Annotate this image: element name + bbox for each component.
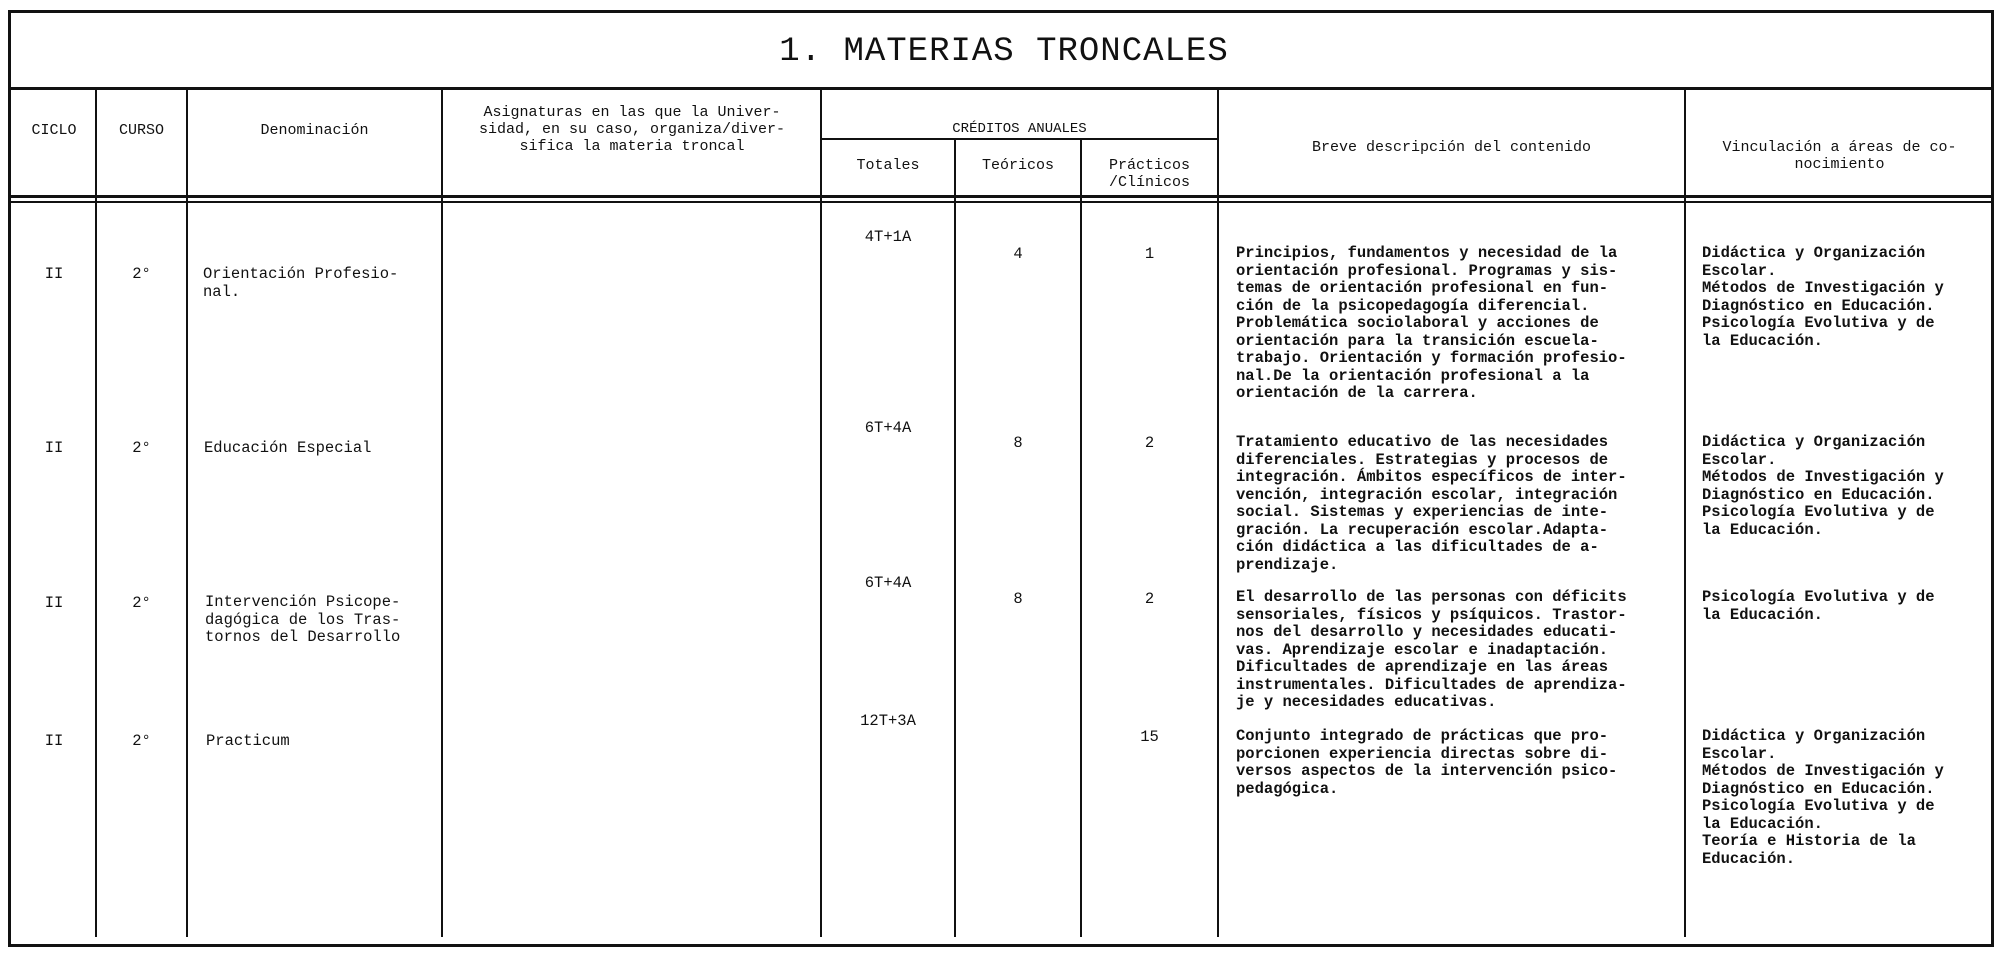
cell-denominacion: Educación Especial (204, 439, 372, 457)
cell-curso: 2° (132, 265, 151, 283)
cell-practicos: 2 (1144, 590, 1155, 608)
header-vinculacion: Vinculación a áreas de co- nocimiento (1722, 139, 1957, 173)
cell-descripcion: El desarrollo de las personas con déficits sensoriales, físicos y psíquicos. Trastor- nos del desarrollo y necesidades educati- vas. Aprendizaje escolar e inadaptación. Dificultades de aprendizaje en las áreas instrumentales. Dificultades de aprendiza- je y necesidades educativas. (1236, 588, 1627, 711)
cell-teoricos: 8 (1013, 434, 1023, 452)
cell-practicos: 15 (1140, 728, 1159, 746)
col-divider-ciclo (95, 88, 97, 937)
cell-denominacion: Practicum (206, 732, 290, 750)
cell-descripcion: Principios, fundamentos y necesidad de la orientación profesional. Programas y sis- temas de orientación profesional en fun- ción de la psicopedagogía diferencial. Problemática sociolaboral y acciones de orientación para la transición escuela- trabajo. Orientación y formación profesio- nal.De la orientación profesional a la orientación de la carrera. (1236, 244, 1627, 402)
cell-descripcion: Tratamiento educativo de las necesidades diferenciales. Estrategias y procesos de integración. Ámbitos específicos de inter- vención, integración escolar, integración social. Sistemas y experiencias de inte- gración. La recuperación escolar.Adapta- ción didáctica a las dificultades de a- prendizaje. (1236, 433, 1627, 574)
header-teoricos: Teóricos (981, 157, 1054, 174)
header-creditos: CRÉDITOS ANUALES (952, 121, 1087, 137)
cell-denominacion: Orientación Profesio- nal. (203, 265, 399, 301)
header-totales: Totales (856, 157, 920, 174)
header-practicos: Prácticos /Clínicos (1108, 157, 1190, 191)
cell-totales: 6T+4A (864, 574, 912, 592)
cell-totales: 6T+4A (864, 419, 912, 437)
header-asignaturas: Asignaturas en las que la Univer- sidad, en su caso, organiza/diver- sifica la materia troncal (478, 104, 786, 155)
col-divider-practicos (1217, 88, 1219, 937)
cell-curso: 2° (132, 594, 151, 612)
cell-vinculacion: Psicología Evolutiva y de la Educación. (1702, 588, 1935, 624)
cell-ciclo: II (44, 265, 64, 283)
col-divider-curso (186, 88, 188, 937)
cell-practicos: 1 (1144, 245, 1155, 263)
cell-curso: 2° (132, 439, 151, 457)
title-divider (11, 87, 1993, 90)
cell-descripcion: Conjunto integrado de prácticas que pro- porcionen experiencia directas sobre di- versos aspectos de la intervención psico- pedagógica. (1236, 727, 1618, 798)
cell-teoricos: 8 (1013, 590, 1023, 608)
cell-totales: 4T+1A (864, 228, 912, 246)
creditos-divider (820, 138, 1218, 140)
header-ciclo: CICLO (31, 122, 77, 139)
header-denominacion: Denominación (260, 122, 369, 139)
cell-practicos: 2 (1144, 434, 1155, 452)
cell-ciclo: II (44, 594, 64, 612)
col-divider-denominacion (441, 88, 443, 937)
header-curso: CURSO (118, 122, 164, 139)
cell-ciclo: II (44, 439, 64, 457)
cell-ciclo: II (44, 732, 64, 750)
cell-denominacion: Intervención Psicope- dagógica de los Tras- tornos del Desarrollo (205, 593, 401, 646)
cell-curso: 2° (132, 732, 151, 750)
cell-teoricos: 4 (1013, 245, 1023, 263)
cell-vinculacion: Didáctica y Organización Escolar. Métodos de Investigación y Diagnóstico en Educación. Psicología Evolutiva y de la Educación. (1702, 433, 1944, 539)
cell-totales: 12T+3A (860, 712, 916, 730)
col-divider-asignaturas (820, 88, 822, 937)
page-title: 1. MATERIAS TRONCALES (779, 33, 1229, 71)
col-divider-descripcion (1684, 88, 1686, 937)
header-bottom-divider-2 (11, 201, 1993, 203)
header-descripcion: Breve descripción del contenido (1311, 139, 1592, 156)
cell-vinculacion: Didáctica y Organización Escolar. Métodos de Investigación y Diagnóstico en Educación. Psicología Evolutiva y de la Educación. (1702, 244, 1944, 350)
cell-vinculacion: Didáctica y Organización Escolar. Métodos de Investigación y Diagnóstico en Educación. Psicología Evolutiva y de la Educación. Teoría e Historia de la Educación. (1702, 727, 1944, 868)
header-bottom-divider (11, 195, 1993, 198)
